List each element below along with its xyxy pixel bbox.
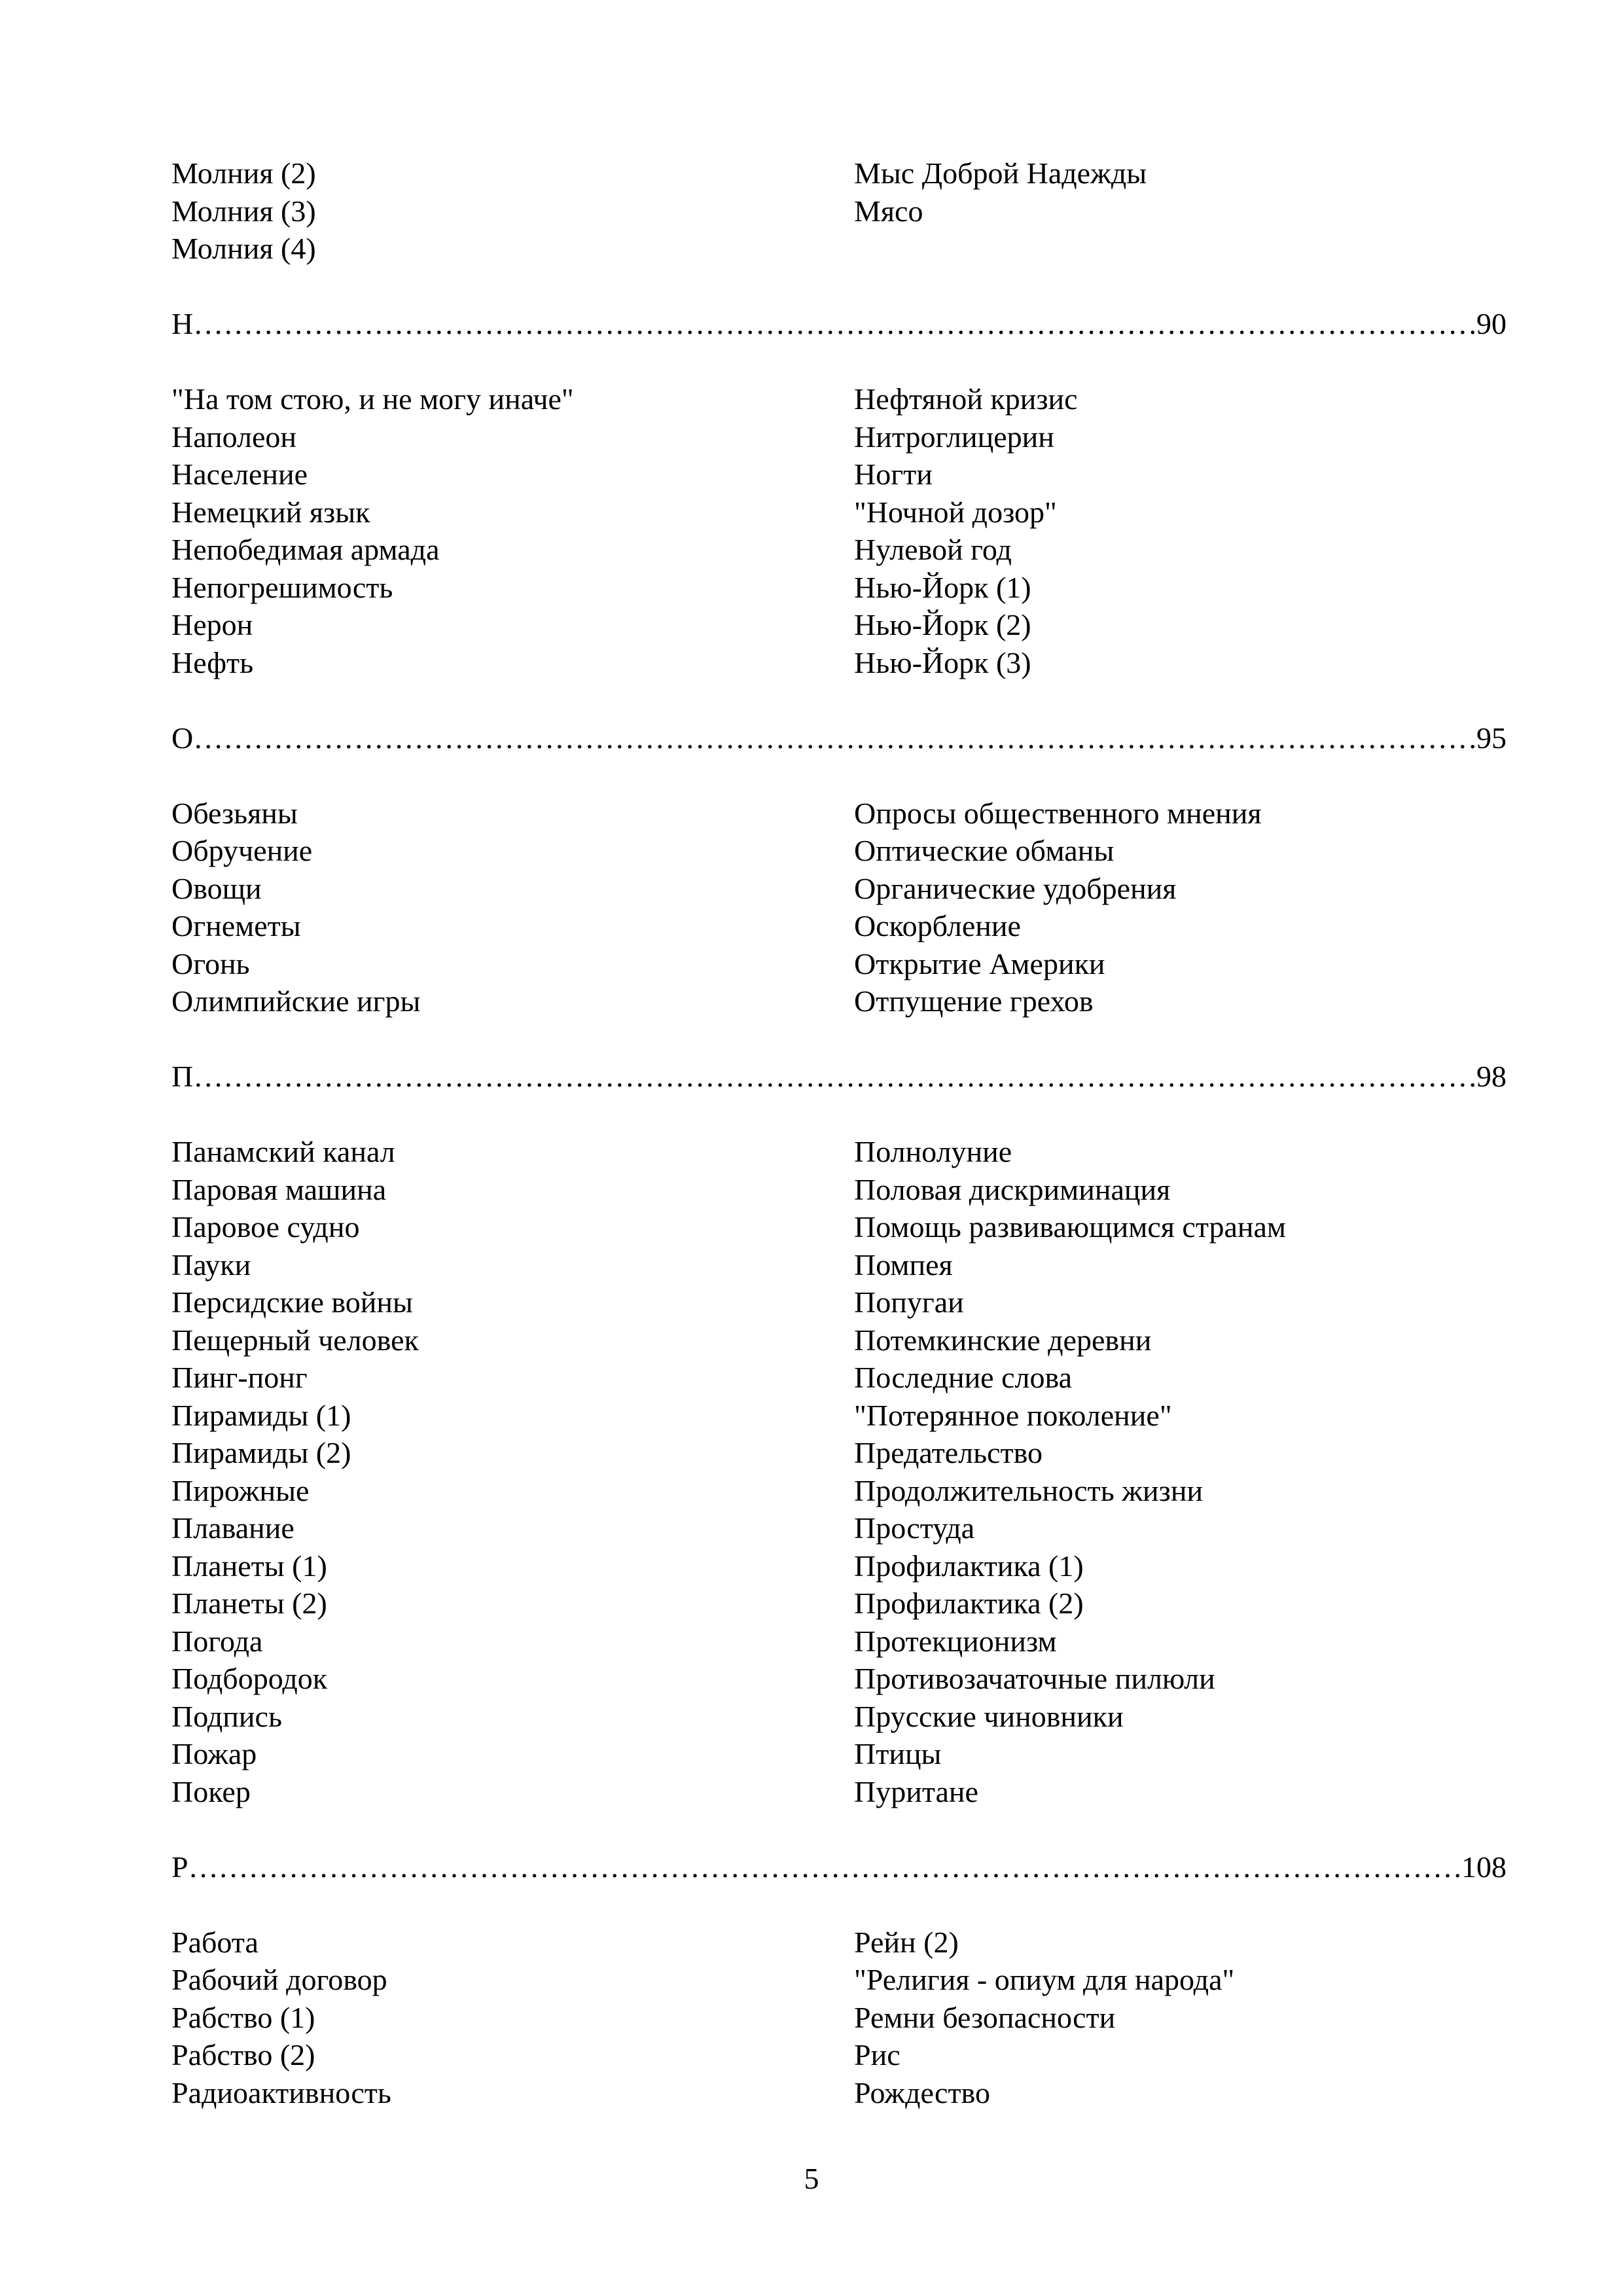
index-entry-left: Нефть [171, 645, 254, 679]
index-row [171, 531, 1507, 569]
index-entry-right: Птицы [854, 1737, 942, 1770]
spacer [171, 1020, 1507, 1058]
index-entry-right: Полнолуние [854, 1135, 1012, 1168]
index-entry-right: Опросы общественного мнения [854, 796, 1262, 830]
index-content [171, 154, 1507, 2111]
index-entry-left: Пинг-понг [171, 1361, 308, 1394]
index-entry-left: Рабство (2) [171, 2038, 315, 2072]
spacer [171, 268, 1507, 306]
index-entry-right: Отпущение грехов [854, 984, 1094, 1018]
index-entry-right: Профилактика (2) [854, 1587, 1084, 1620]
section-heading-0 [171, 305, 1507, 343]
index-entry-left: Огнеметы [171, 909, 301, 942]
spacer [171, 681, 1507, 719]
index-entry-right: Нью-Йорк (2) [854, 608, 1031, 641]
index-entry-left: Панамский канал [171, 1135, 395, 1168]
index-entry-right: "Ночной дозор" [854, 495, 1057, 529]
section-heading-2 [171, 1058, 1507, 1096]
index-row [171, 1397, 1507, 1435]
index-row [171, 230, 1507, 268]
index-entry-right: Противозачаточные пилюли [854, 1662, 1215, 1695]
index-entry-right: Рождество [854, 2075, 990, 2109]
index-entry-right: Нитроглицерин [854, 420, 1054, 454]
index-row [171, 1547, 1507, 1585]
index-entry-right: Последние слова [854, 1361, 1073, 1394]
index-entry-right: Пуритане [854, 1774, 978, 1808]
index-row [171, 1961, 1507, 1999]
index-row [171, 569, 1507, 607]
index-row [171, 1472, 1507, 1510]
index-entry-right: Нью-Йорк (3) [854, 645, 1031, 679]
index-row [171, 380, 1507, 418]
index-row [171, 1623, 1507, 1660]
index-row [171, 192, 1507, 230]
index-entry-left: Обезьяны [171, 796, 298, 830]
index-row [171, 907, 1507, 945]
index-entry-right: Открытие Америки [854, 946, 1105, 980]
index-entry-right: Мясо [854, 194, 923, 228]
index-entry-left: Планеты (1) [171, 1549, 327, 1583]
index-row [171, 1283, 1507, 1321]
index-row [171, 493, 1507, 531]
index-entry-right: Рис [854, 2038, 901, 2072]
index-entry-right: Мыс Доброй Надежды [854, 156, 1147, 190]
index-entry-right: Предательство [854, 1436, 1043, 1469]
index-entry-right: Прусские чиновники [854, 1699, 1124, 1733]
index-entry-right: Простуда [854, 1511, 975, 1545]
section-page-number: 95 [1476, 721, 1507, 755]
index-entry-left: Овощи [171, 871, 262, 905]
index-entry-right: Оптические обманы [854, 834, 1115, 867]
section-letter: Р [171, 1850, 188, 1884]
spacer [171, 1810, 1507, 1848]
dot-leader [193, 719, 1476, 757]
index-entry-left: Молния (2) [171, 156, 316, 190]
index-row [171, 1321, 1507, 1359]
index-row [171, 1773, 1507, 1811]
index-entry-left: Пауки [171, 1247, 251, 1282]
index-entry-left: Олимпийские игры [171, 984, 421, 1018]
section-page-number: 98 [1476, 1060, 1507, 1093]
index-entry-left: Планеты (2) [171, 1587, 327, 1620]
spacer [171, 1886, 1507, 1924]
section-page-number: 90 [1476, 307, 1507, 340]
index-row [171, 945, 1507, 983]
index-entry-right: Помощь развивающимся странам [854, 1210, 1287, 1244]
index-entry-left: Непогрешимость [171, 570, 393, 604]
index-entry-left: Огонь [171, 946, 250, 980]
index-row [171, 2036, 1507, 2074]
index-row [171, 1133, 1507, 1171]
index-entry-left: Немецкий язык [171, 495, 370, 529]
index-entry-left: Наполеон [171, 420, 297, 454]
index-row [171, 644, 1507, 682]
index-entry-left: Погода [171, 1624, 263, 1658]
index-entry-right: Профилактика (1) [854, 1549, 1084, 1583]
index-row [171, 1999, 1507, 2037]
index-row [171, 1246, 1507, 1284]
index-entry-right: Рейн (2) [854, 1925, 959, 1959]
index-row [171, 1924, 1507, 1962]
page-number: 5 [804, 2162, 819, 2195]
index-entry-left: Работа [171, 1925, 259, 1959]
index-entry-left: Покер [171, 1774, 251, 1808]
spacer [171, 1096, 1507, 1134]
index-row [171, 1208, 1507, 1246]
index-entry-left: Паровая машина [171, 1172, 387, 1206]
index-entry-right: Помпея [854, 1247, 953, 1282]
index-row [171, 154, 1507, 192]
index-entry-right: "Религия - опиум для народа" [854, 1963, 1235, 1996]
index-row [171, 2074, 1507, 2112]
index-entry-left: "На том стою, и не могу иначе" [171, 382, 574, 416]
index-row [171, 1434, 1507, 1472]
index-entry-left: Пожар [171, 1737, 257, 1770]
index-entry-right: Продолжительность жизни [854, 1473, 1204, 1507]
index-entry-left: Рабочий договор [171, 1963, 387, 1996]
section-page-number: 108 [1461, 1850, 1507, 1884]
index-entry-left: Рабство (1) [171, 2000, 315, 2034]
index-row [171, 982, 1507, 1020]
dot-leader [188, 1848, 1461, 1886]
index-entry-right [854, 230, 1507, 268]
index-entry-left: Пирамиды (1) [171, 1398, 351, 1432]
index-row [171, 1359, 1507, 1397]
index-entry-right: Органические удобрения [854, 871, 1177, 905]
section-heading-1 [171, 719, 1507, 757]
index-row [171, 1735, 1507, 1773]
spacer [171, 343, 1507, 381]
index-entry-right: Протекционизм [854, 1624, 1057, 1658]
index-row [171, 870, 1507, 908]
index-entry-right: "Потерянное поколение" [854, 1398, 1172, 1432]
index-entry-left: Подпись [171, 1699, 282, 1733]
index-row [171, 1509, 1507, 1547]
index-entry-left: Нерон [171, 608, 253, 641]
index-entry-right: Попугаи [854, 1285, 964, 1319]
index-row [171, 1660, 1507, 1698]
index-entry-right: Половая дискриминация [854, 1172, 1171, 1206]
index-entry-right: Ремни безопасности [854, 2000, 1116, 2034]
index-row [171, 1171, 1507, 1209]
index-row [171, 795, 1507, 833]
index-entry-left: Непобедимая армада [171, 533, 440, 566]
section-letter: О [171, 721, 194, 755]
dot-leader [193, 1058, 1476, 1096]
index-entry-right: Нью-Йорк (1) [854, 570, 1031, 604]
section-letter: Н [171, 307, 194, 340]
index-entry-right: Нефтяной кризис [854, 382, 1078, 416]
index-row [171, 456, 1507, 493]
index-entry-left: Население [171, 457, 308, 491]
index-row [171, 1698, 1507, 1736]
index-row [171, 418, 1507, 456]
index-row [171, 832, 1507, 870]
index-entry-left: Подбородок [171, 1662, 328, 1695]
index-entry-left: Обручение [171, 834, 313, 867]
spacer [171, 757, 1507, 795]
index-row [171, 606, 1507, 644]
dot-leader [193, 305, 1476, 343]
index-entry-left: Персидские войны [171, 1285, 413, 1319]
index-entry-left: Пирожные [171, 1473, 310, 1507]
index-entry-left: Молния (4) [171, 232, 316, 265]
index-row [171, 1585, 1507, 1623]
index-entry-right: Ногти [854, 457, 933, 491]
index-entry-left: Пещерный человек [171, 1323, 419, 1357]
index-entry-left: Молния (3) [171, 194, 316, 228]
index-entry-right: Оскорбление [854, 909, 1021, 942]
index-entry-left: Пирамиды (2) [171, 1436, 351, 1469]
index-entry-left: Радиоактивность [171, 2075, 391, 2109]
section-heading-3 [171, 1848, 1507, 1886]
section-letter: П [171, 1060, 194, 1093]
index-entry-left: Плавание [171, 1511, 294, 1545]
index-entry-left: Паровое судно [171, 1210, 360, 1244]
index-entry-right: Потемкинские деревни [854, 1323, 1152, 1357]
index-entry-right: Нулевой год [854, 533, 1012, 566]
